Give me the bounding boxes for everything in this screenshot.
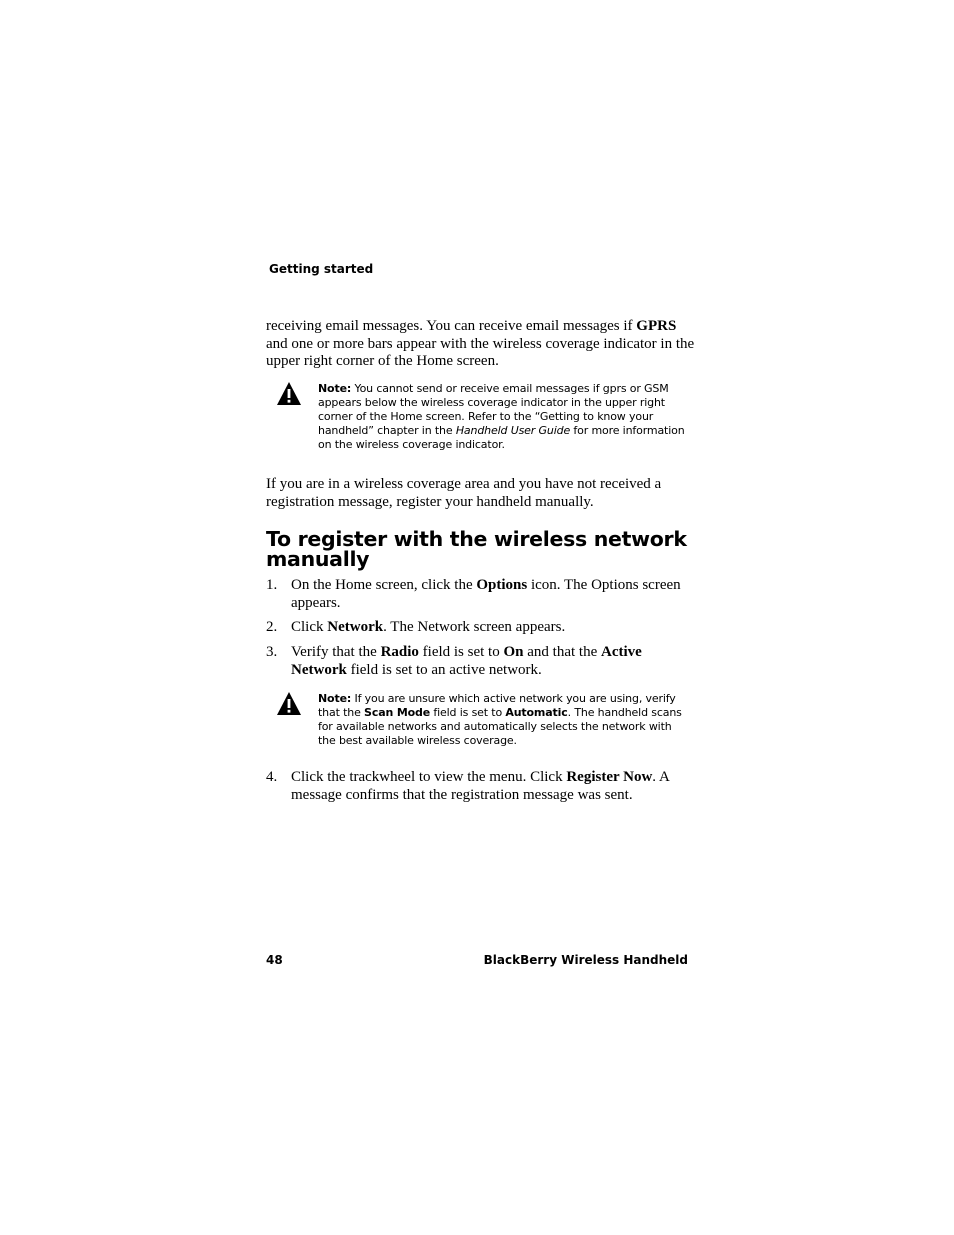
section-heading: To register with the wireless network manually <box>266 527 687 571</box>
step-number: 1. <box>266 577 278 593</box>
footer-book-title: BlackBerry Wireless Handheld <box>483 953 688 967</box>
text-bold-options: Options <box>476 577 528 593</box>
page-number: 48 <box>266 953 283 967</box>
step-text: Click the trackwheel to view the menu. Click Register Now. A message confirms that the registration message was sent. <box>291 769 669 803</box>
text: for more information on the wireless coverage indicator. <box>318 424 685 451</box>
step-number: 2. <box>266 619 278 635</box>
note-email-coverage <box>318 382 688 452</box>
text-bold-automatic: Automatic <box>505 706 568 719</box>
text-bold-active-network: Active Network <box>291 644 642 678</box>
text: . The handheld scans for available networks and automatically selects the network with the best available wireless coverage. <box>318 706 682 747</box>
warning-icon <box>276 691 302 717</box>
step-text: Click Network. The Network screen appears. <box>291 619 566 635</box>
paragraph-register-manually: If you are in a wireless coverage area and you have not received a registration message, register your handheld manually. <box>266 476 662 510</box>
text-bold-radio: Radio <box>380 644 419 660</box>
text-bold-gprs: GPRS <box>636 318 677 334</box>
text-italic-guide-title: Handheld User Guide <box>455 424 571 437</box>
warning-icon <box>276 381 302 407</box>
text-bold-register-now: Register Now <box>566 769 653 785</box>
step-number: 3. <box>266 644 278 660</box>
text: receiving email messages. You can receive email messages if <box>266 318 637 334</box>
text: You cannot send or receive email messages if gprs or GSM appears below the wireless coverage indicator in the upper right corner of the Home screen. Refer to the “Getting to know your handheld” chapter in the <box>318 382 669 437</box>
text-bold-network: Network <box>327 619 384 635</box>
text-bold-scan-mode: Scan Mode <box>364 706 431 719</box>
text: If you are unsure which active network you are using, verify that the <box>318 692 676 719</box>
note-label: Note: <box>318 382 352 395</box>
step-text: Verify that the Radio field is set to On and that the Active Network field is set to an active network. <box>291 644 642 678</box>
text: and one or more bars appear with the wireless coverage indicator in the upper right corner of the Home screen. <box>266 335 695 369</box>
text-bold-on: On <box>503 644 524 660</box>
paragraph-receiving-email <box>266 318 696 371</box>
note-scan-mode <box>318 692 688 748</box>
step-text: On the Home screen, click the Options icon. The Options screen appears. <box>291 577 681 611</box>
running-head: Getting started <box>269 262 374 276</box>
note-label: Note: <box>318 692 352 705</box>
text: field is set to <box>430 706 506 719</box>
step-number: 4. <box>266 769 278 785</box>
